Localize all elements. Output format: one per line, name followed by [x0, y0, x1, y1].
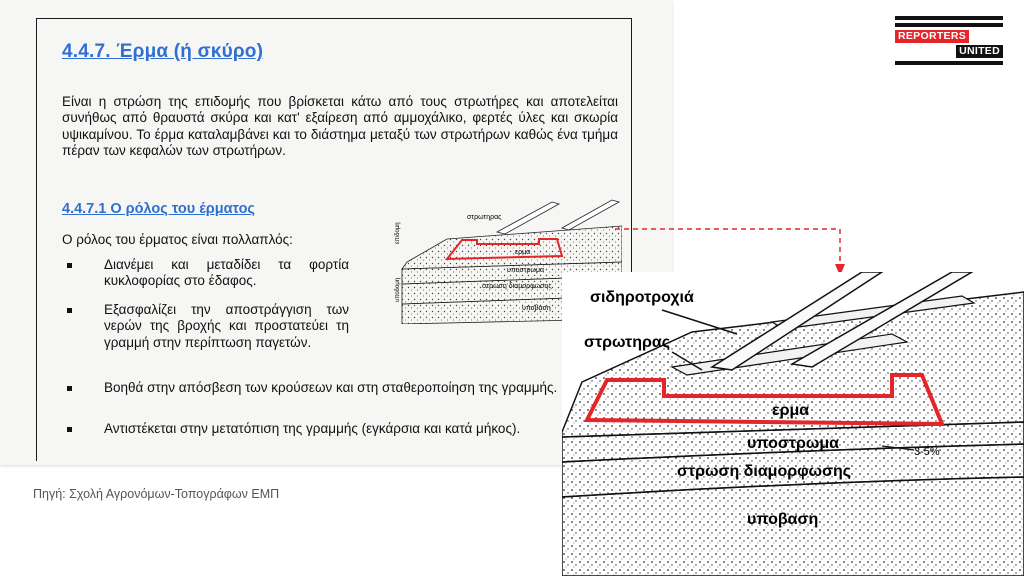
- logo-stripe: [895, 23, 1003, 27]
- intro-paragraph: Είναι η στρώση της επιδομής που βρίσκεται κάτω από τους στρωτήρες και αποτελείται συνήθως από θραυστά σκύρα και κατ' εξαίρεση από αμμοχάλικο, φερτές ύλες και σκωρία υψικαμίνου. Το έρμα καταλαμβάνει και το διάστημα μεταξύ των στρωτήρων καθώς ένα τμήμα πέραν των κεφαλών των στρωτήρων.: [62, 94, 618, 159]
- logo-text-reporters: REPORTERS: [895, 30, 969, 43]
- label-rail: σιδηροτροχιά: [590, 289, 694, 306]
- logo-stripe: [895, 61, 1003, 65]
- label-subballast: υποστρωμα: [507, 267, 545, 274]
- label-ballast-zoom: ερμα: [772, 402, 810, 419]
- bullet-marker: [67, 308, 72, 313]
- bullet-marker: [67, 263, 72, 268]
- label-substructure: υποδομη: [395, 277, 401, 302]
- label-sleeper-zoom: στρωτηρας: [584, 334, 671, 351]
- bullet-marker: [67, 427, 72, 432]
- label-formation: στρωση διαμορφωσης: [482, 283, 552, 290]
- logo-text-united: UNITED: [956, 45, 1003, 58]
- label-slope: 3-5%: [914, 446, 940, 458]
- label-subgrade-zoom: υποβαση: [747, 511, 819, 528]
- label-subgrade: υποβαση: [522, 305, 551, 312]
- section-heading: 4.4.7. Έρμα (ή σκύρο): [62, 41, 264, 62]
- bullet-text: Διανέμει και μεταδίδει τα φορτία κυκλοφορίας στο έδαφος.: [104, 257, 349, 289]
- bullet-text: Αντιστέκεται στην μετατόπιση της γραμμής (εγκάρσια και κατά μήκος).: [104, 421, 521, 436]
- label-sleeper: στρωτηρας: [467, 214, 502, 221]
- label-formation-zoom: στρωση διαμορφωσης: [677, 463, 852, 480]
- logo-stripe: [895, 16, 1003, 20]
- label-subballast-zoom: υποστρωμα: [747, 435, 840, 452]
- source-caption: Πηγή: Σχολή Αγρονόμων-Τοπογράφων ΕΜΠ: [33, 487, 280, 501]
- label-superstructure: επιδομη: [395, 222, 401, 244]
- reporters-united-logo: [895, 16, 1003, 68]
- track-diagram-zoomed: [562, 272, 1024, 576]
- bullet-text: Εξασφαλίζει την αποστράγγιση των νερών της βροχής και προστατεύει τη γραμμή στην περίπτωση παγετών.: [104, 302, 349, 350]
- document-frame: [36, 18, 632, 461]
- roles-intro: Ο ρόλος του έρματος είναι πολλαπλός:: [62, 232, 293, 247]
- bullet-marker: [67, 386, 72, 391]
- subsection-heading: 4.4.7.1 Ο ρόλος του έρματος: [62, 201, 255, 217]
- label-ballast: ερμα: [515, 249, 531, 256]
- bullet-text: Βοηθά στην απόσβεση των κρούσεων και στη σταθεροποίηση της γραμμής.: [104, 380, 558, 395]
